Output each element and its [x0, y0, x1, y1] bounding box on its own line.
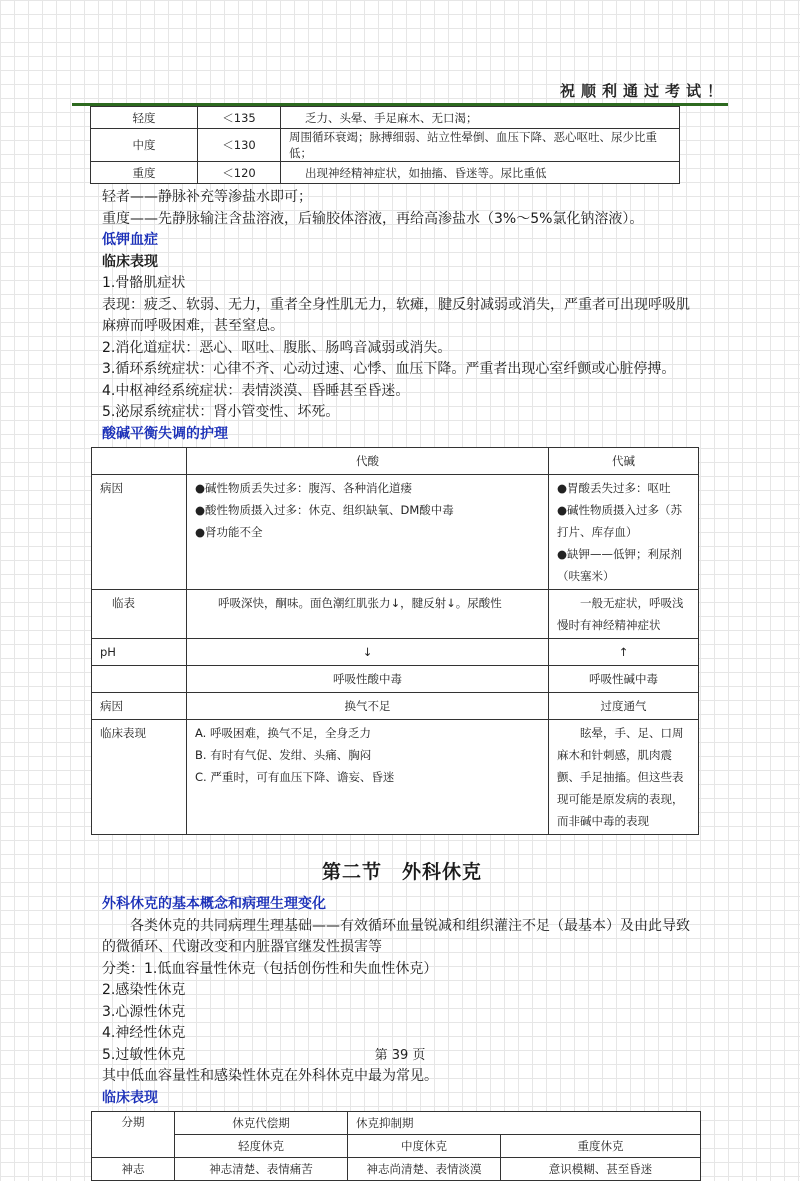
acidosis-clinical-cell: 呼吸深快，酮味。面色潮红肌张力↓，腱反射↓。尿酸性 — [187, 590, 549, 639]
mind-severe-cell: 意识模糊、甚至昏迷 — [501, 1158, 701, 1181]
symptoms-cell: 周围循环衰竭；脉搏细弱、站立性晕倒、血压下降、恶心呕吐、尿少比重低； — [281, 129, 680, 162]
list-item: ●肾功能不全 — [195, 525, 263, 539]
table-row — [92, 448, 699, 475]
shock-common-text: 其中低血容量性和感染性休克在外科休克中最为常见。 — [102, 1068, 438, 1084]
table-row — [92, 475, 699, 590]
sodium-value-cell: ＜135 — [198, 107, 281, 129]
table-row — [92, 1112, 701, 1135]
alkalosis-clinical-cell: 一般无症状，呼吸浅慢时有神经精神症状 — [549, 590, 699, 639]
section-title — [102, 857, 702, 884]
resp-alkalosis-cause-cell: 过度通气 — [549, 693, 699, 720]
phase-compensated-header: 休克代偿期 — [175, 1112, 348, 1135]
row-label: 临表 — [92, 590, 187, 639]
list-item: ●碱性物质丢失过多：腹泻、各种消化道瘘 — [195, 481, 413, 495]
classification-item: 3.心源性休克 — [102, 1003, 186, 1020]
empty-cell — [92, 448, 187, 475]
list-item: 5.泌尿系统症状：肾小管变性、坏死。 — [102, 404, 340, 420]
mind-moderate-cell: 神志尚清楚、表情淡漠 — [348, 1158, 501, 1181]
list-item: B. 有时有气促、发绀、头痛、胸闷 — [195, 748, 372, 762]
shock-concept-heading: 外科休克的基本概念和病理生理变化 — [102, 896, 326, 912]
list-item: ●缺钾——低钾；利尿剂（呋塞米） — [557, 547, 683, 583]
column-header-acidosis: 代酸 — [187, 448, 549, 475]
severity-cell: 中度 — [91, 129, 198, 162]
severity-cell: 重度 — [91, 162, 198, 184]
resp-acidosis-clinical-cell — [187, 720, 549, 835]
list-item: 4.中枢神经系统症状：表情淡漠、昏睡甚至昏迷。 — [102, 382, 410, 399]
resp-alkalosis-clinical-cell: 眩晕，手、足、口周麻木和针刺感，肌肉震颤、手足抽搐。但这些表现可能是原发病的表现，而非碱中毒的表现 — [549, 720, 699, 835]
classification-item: 4.神经性休克 — [102, 1025, 186, 1041]
severe-shock-header: 重度休克 — [501, 1135, 701, 1158]
resp-acidosis-cause-cell: 换气不足 — [187, 693, 549, 720]
empty-cell — [92, 666, 187, 693]
table-row — [91, 107, 680, 129]
table-row — [92, 1135, 701, 1158]
mild-shock-header: 轻度休克 — [175, 1135, 348, 1158]
column-header-resp-acidosis: 呼吸性酸中毒 — [187, 666, 549, 693]
list-item-detail: 表现：疲乏、软弱、无力，重者全身性肌无力，软瘫，腱反射减弱或消失，严重者可出现呼吸肌麻痹而呼吸困难，甚至窒息。 — [102, 296, 690, 334]
table-row — [92, 639, 699, 666]
row-label: 病因 — [92, 475, 187, 590]
symptoms-cell: 乏力、头晕、手足麻木、无口渴； — [281, 107, 680, 129]
mild-treatment-text: 轻者——静脉补充等渗盐水即可； — [102, 189, 312, 205]
phase-inhibited-header: 休克抑制期 — [348, 1112, 701, 1135]
row-label: 分期 — [92, 1112, 175, 1158]
severe-treatment-text: 重度——先静脉输注含盐溶液，后输胶体溶液，再给高渗盐水（3%～5%氯化钠溶液）。 — [102, 210, 644, 227]
shock-basis-text: 各类休克的共同病理生理基础——有效循环血量锐减和组织灌注不足（最基本）及由此导致的微循环、代谢改变和内脏器官继发性损害等 — [102, 917, 690, 955]
column-header-alkalosis: 代碱 — [549, 448, 699, 475]
acidosis-ph-cell: ↓ — [187, 639, 549, 666]
page-content — [102, 106, 702, 1181]
table-row — [92, 666, 699, 693]
header-slogan: 祝顺利通过考试！ — [559, 82, 728, 100]
table-row — [91, 129, 680, 162]
alkalosis-ph-cell: ↑ — [549, 639, 699, 666]
row-label: pH — [92, 639, 187, 666]
table-row — [91, 162, 680, 184]
alkalosis-causes-cell — [549, 475, 699, 590]
table-row — [92, 1158, 701, 1181]
classification-item: 5.过敏性休克 — [102, 1046, 186, 1063]
section-name: 外科休克 — [402, 861, 483, 883]
shock-clinical-heading: 临床表现 — [102, 1089, 158, 1106]
classification-item: 2.感染性休克 — [102, 982, 186, 998]
severity-cell: 轻度 — [91, 107, 198, 129]
list-item: 2.消化道症状：恶心、呕吐、腹胀、肠鸣音减弱或消失。 — [102, 339, 452, 356]
table-row — [92, 720, 699, 835]
table-row — [92, 590, 699, 639]
list-item: ●胃酸丢失过多：呕吐 — [557, 481, 671, 495]
table-row — [92, 693, 699, 720]
sodium-value-cell: ＜120 — [198, 162, 281, 184]
list-item: ●碱性物质摄入过多（苏打片、库存血） — [557, 503, 683, 539]
section-number: 第二节 — [321, 861, 382, 883]
symptoms-cell: 出现神经精神症状，如抽搐、昏迷等。尿比重低 — [281, 162, 680, 184]
classification-item: 分类：1.低血容量性休克（包括创伤性和失血性休克） — [102, 960, 438, 977]
acid-base-table — [91, 447, 699, 835]
hyponatremia-severity-table — [90, 106, 680, 184]
acidosis-causes-cell — [187, 475, 549, 590]
shock-stage-table — [91, 1111, 701, 1181]
clinical-heading: 临床表现 — [102, 253, 158, 270]
column-header-resp-alkalosis: 呼吸性碱中毒 — [549, 666, 699, 693]
sodium-value-cell: ＜130 — [198, 129, 281, 162]
row-label: 病因 — [92, 693, 187, 720]
list-item: ●酸性物质摄入过多：休克、组织缺氧、DM酸中毒 — [195, 503, 454, 517]
row-label: 临床表现 — [92, 720, 187, 835]
list-item: A. 呼吸困难，换气不足，全身乏力 — [195, 726, 371, 740]
moderate-shock-header: 中度休克 — [348, 1135, 501, 1158]
hypokalemia-heading: 低钾血症 — [102, 232, 158, 248]
page-number: 第 39 页 — [374, 1048, 426, 1063]
acid-base-heading: 酸碱平衡失调的护理 — [102, 425, 228, 442]
mind-mild-cell: 神志清楚、表情痛苦 — [175, 1158, 348, 1181]
list-item: 1.骨骼肌症状 — [102, 275, 186, 291]
row-label: 神志 — [92, 1158, 175, 1181]
list-item: C. 严重时，可有血压下降、谵妄、昏迷 — [195, 770, 395, 784]
list-item: 3.循环系统症状：心律不齐、心动过速、心悸、血压下降。严重者出现心室纤颤或心脏停搏。 — [102, 361, 676, 377]
